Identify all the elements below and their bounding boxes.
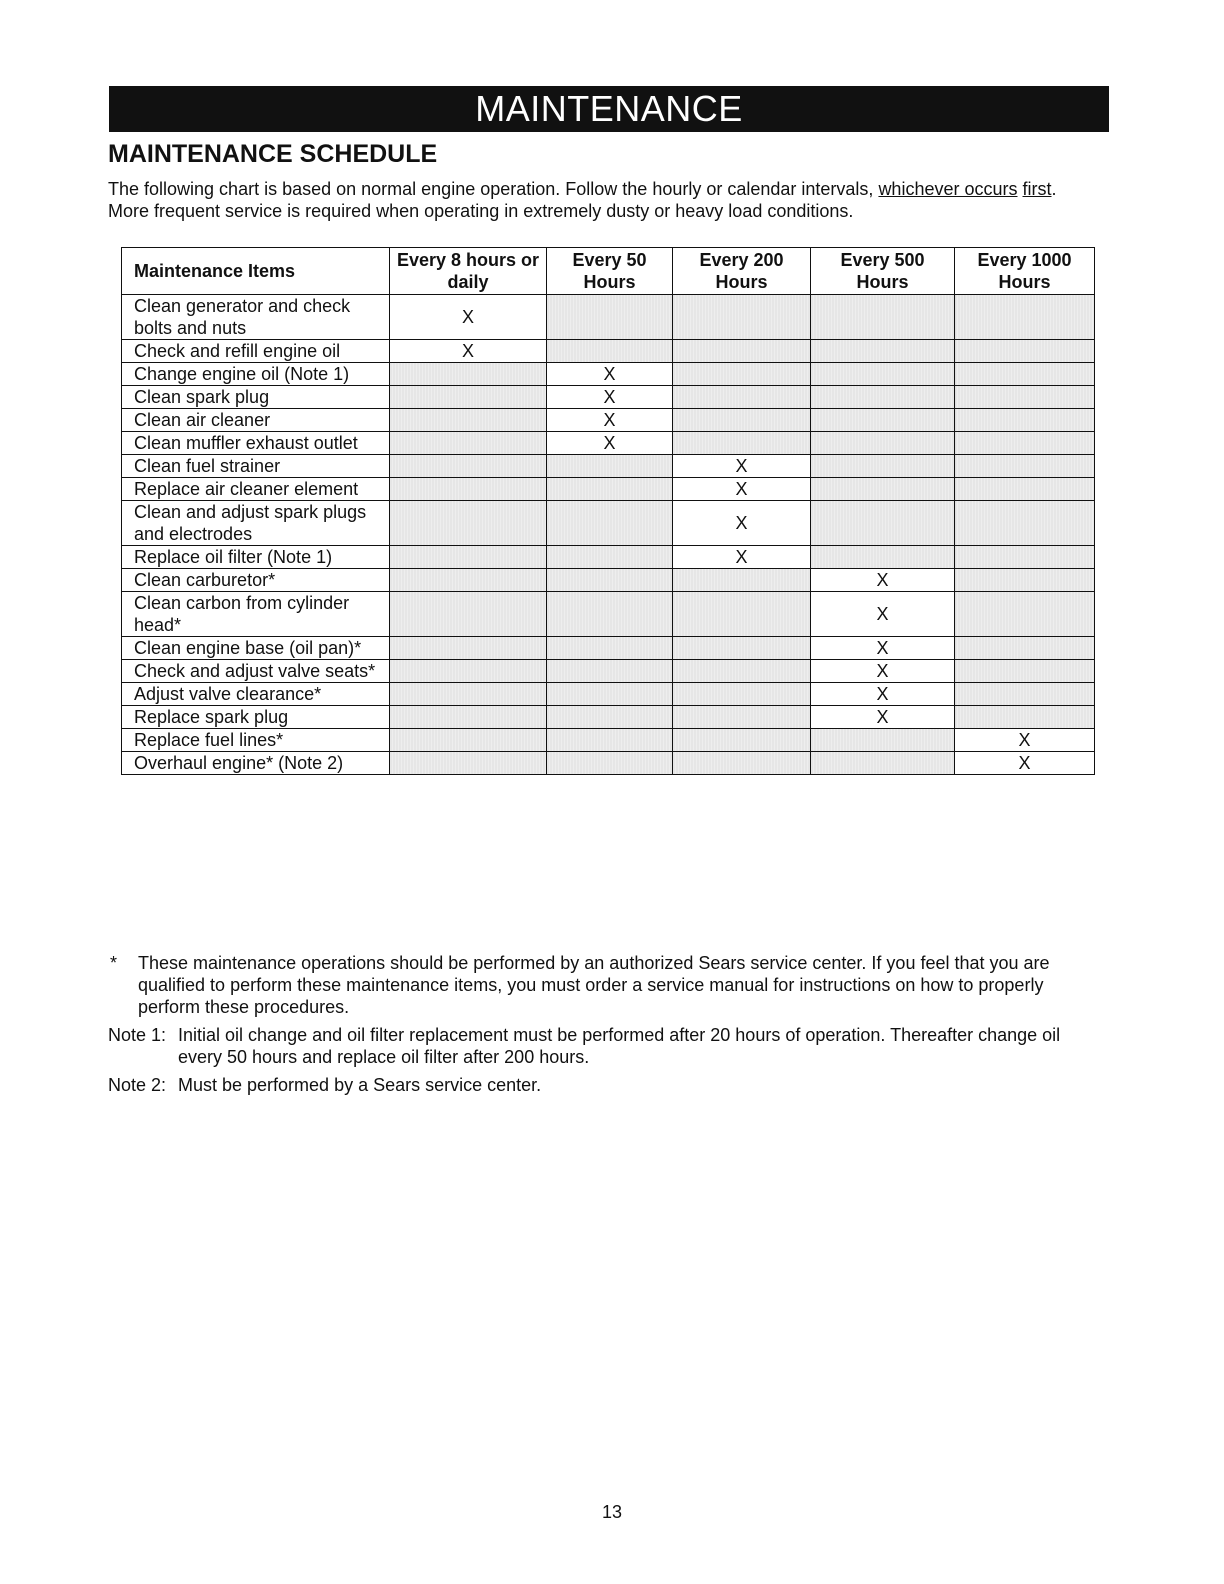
schedule-mark-cell: X xyxy=(673,455,811,478)
column-header: Every 1000 Hours xyxy=(955,248,1095,295)
maintenance-item-cell: Overhaul engine* (Note 2) xyxy=(122,752,390,775)
shaded-empty-cell xyxy=(673,569,811,592)
table-row xyxy=(122,660,1095,683)
column-header: Every 8 hours or daily xyxy=(390,248,547,295)
table-row xyxy=(122,455,1095,478)
table-row xyxy=(122,409,1095,432)
maintenance-item-cell: Check and adjust valve seats* xyxy=(122,660,390,683)
schedule-mark-cell: X xyxy=(811,592,955,637)
shaded-empty-cell xyxy=(673,409,811,432)
shaded-empty-cell xyxy=(547,340,673,363)
shaded-empty-cell xyxy=(390,546,547,569)
shaded-empty-cell xyxy=(673,729,811,752)
shaded-empty-cell xyxy=(547,478,673,501)
shaded-empty-cell xyxy=(390,592,547,637)
maintenance-item-cell: Change engine oil (Note 1) xyxy=(122,363,390,386)
shaded-empty-cell xyxy=(673,592,811,637)
table-row xyxy=(122,363,1095,386)
shaded-empty-cell xyxy=(955,546,1095,569)
column-header: Maintenance Items xyxy=(122,248,390,295)
shaded-empty-cell xyxy=(955,637,1095,660)
table-row xyxy=(122,706,1095,729)
table-row xyxy=(122,683,1095,706)
table-row xyxy=(122,295,1095,340)
shaded-empty-cell xyxy=(673,295,811,340)
shaded-empty-cell xyxy=(547,706,673,729)
page-title: MAINTENANCE SCHEDULE xyxy=(108,140,438,168)
maintenance-item-cell: Clean generator and check bolts and nuts xyxy=(122,295,390,340)
schedule-mark-cell: X xyxy=(955,729,1095,752)
shaded-empty-cell xyxy=(811,363,955,386)
maintenance-item-cell: Clean carbon from cylinder head* xyxy=(122,592,390,637)
schedule-mark-cell: X xyxy=(811,637,955,660)
shaded-empty-cell xyxy=(547,455,673,478)
table-row xyxy=(122,478,1095,501)
shaded-empty-cell xyxy=(547,637,673,660)
shaded-empty-cell xyxy=(955,706,1095,729)
shaded-empty-cell xyxy=(811,478,955,501)
maintenance-item-cell: Replace spark plug xyxy=(122,706,390,729)
shaded-empty-cell xyxy=(390,478,547,501)
maintenance-item-cell: Clean muffler exhaust outlet xyxy=(122,432,390,455)
shaded-empty-cell xyxy=(955,569,1095,592)
shaded-empty-cell xyxy=(811,295,955,340)
shaded-empty-cell xyxy=(547,295,673,340)
schedule-mark-cell: X xyxy=(811,706,955,729)
table-row xyxy=(122,501,1095,546)
shaded-empty-cell xyxy=(547,592,673,637)
note-1 xyxy=(108,1024,1098,1068)
column-header: Every 200 Hours xyxy=(673,248,811,295)
shaded-empty-cell xyxy=(955,592,1095,637)
shaded-empty-cell xyxy=(811,729,955,752)
maintenance-item-cell: Clean engine base (oil pan)* xyxy=(122,637,390,660)
schedule-mark-cell: X xyxy=(547,363,673,386)
column-header: Every 50 Hours xyxy=(547,248,673,295)
shaded-empty-cell xyxy=(955,340,1095,363)
shaded-empty-cell xyxy=(390,637,547,660)
shaded-empty-cell xyxy=(673,386,811,409)
shaded-empty-cell xyxy=(390,752,547,775)
shaded-empty-cell xyxy=(811,386,955,409)
maintenance-item-cell: Replace fuel lines* xyxy=(122,729,390,752)
schedule-mark-cell: X xyxy=(673,501,811,546)
note-2 xyxy=(108,1074,1098,1096)
schedule-mark-cell: X xyxy=(811,660,955,683)
shaded-empty-cell xyxy=(955,386,1095,409)
maintenance-item-cell: Replace air cleaner element xyxy=(122,478,390,501)
note-1-text: Initial oil change and oil filter replacement must be performed after 20 hours of operation. Thereafter change oil every 50 hours and replace oil filter after 200 hours. xyxy=(178,1025,1061,1067)
shaded-empty-cell xyxy=(390,729,547,752)
schedule-mark-cell: X xyxy=(673,478,811,501)
maintenance-item-cell: Clean carburetor* xyxy=(122,569,390,592)
shaded-empty-cell xyxy=(811,432,955,455)
shaded-empty-cell xyxy=(955,501,1095,546)
shaded-empty-cell xyxy=(673,752,811,775)
page-number: 13 xyxy=(601,1502,623,1522)
shaded-empty-cell xyxy=(547,660,673,683)
shaded-empty-cell xyxy=(811,340,955,363)
shaded-empty-cell xyxy=(390,455,547,478)
maintenance-item-cell: Replace oil filter (Note 1) xyxy=(122,546,390,569)
shaded-empty-cell xyxy=(390,409,547,432)
shaded-empty-cell xyxy=(390,569,547,592)
schedule-mark-cell: X xyxy=(673,546,811,569)
schedule-mark-cell: X xyxy=(547,409,673,432)
shaded-empty-cell xyxy=(673,637,811,660)
footnotes xyxy=(108,952,1098,1102)
shaded-empty-cell xyxy=(811,752,955,775)
maintenance-item-cell: Clean and adjust spark plugs and electrodes xyxy=(122,501,390,546)
shaded-empty-cell xyxy=(955,660,1095,683)
shaded-empty-cell xyxy=(547,546,673,569)
table-row xyxy=(122,729,1095,752)
shaded-empty-cell xyxy=(955,432,1095,455)
shaded-empty-cell xyxy=(390,386,547,409)
shaded-empty-cell xyxy=(390,501,547,546)
asterisk-note xyxy=(108,952,1098,1018)
asterisk-note-text: These maintenance operations should be performed by an authorized Sears service center. If you feel that you are qualified to perform these maintenance items, you must order a service manual for instructions on how to properly perform these procedures. xyxy=(138,953,1050,1017)
shaded-empty-cell xyxy=(547,569,673,592)
note-2-text: Must be performed by a Sears service center. xyxy=(178,1075,542,1095)
shaded-empty-cell xyxy=(390,683,547,706)
schedule-mark-cell: X xyxy=(547,386,673,409)
maintenance-schedule-table xyxy=(121,247,1095,775)
schedule-mark-cell: X xyxy=(811,569,955,592)
intro-text-after: . More frequent service is required when operating in extremely dusty or heavy load conditions. xyxy=(108,179,1057,221)
shaded-empty-cell xyxy=(673,340,811,363)
shaded-empty-cell xyxy=(547,729,673,752)
note-1-label: Note 1: xyxy=(108,1025,167,1045)
schedule-mark-cell: X xyxy=(547,432,673,455)
table-row xyxy=(122,546,1095,569)
shaded-empty-cell xyxy=(955,455,1095,478)
asterisk-symbol: * xyxy=(110,953,118,973)
column-header: Every 500 Hours xyxy=(811,248,955,295)
table-row xyxy=(122,432,1095,455)
table-row xyxy=(122,592,1095,637)
schedule-mark-cell: X xyxy=(811,683,955,706)
maintenance-item-cell: Check and refill engine oil xyxy=(122,340,390,363)
table-body xyxy=(122,295,1095,775)
shaded-empty-cell xyxy=(390,706,547,729)
table-row xyxy=(122,637,1095,660)
schedule-mark-cell: X xyxy=(390,295,547,340)
intro-text-before: The following chart is based on normal engine operation. Follow the hourly or calendar intervals, xyxy=(108,179,879,199)
intro-underlined-whichever: whichever occurs xyxy=(878,179,1018,199)
shaded-empty-cell xyxy=(673,683,811,706)
shaded-empty-cell xyxy=(955,363,1095,386)
shaded-empty-cell xyxy=(547,752,673,775)
shaded-empty-cell xyxy=(955,409,1095,432)
table-row xyxy=(122,569,1095,592)
shaded-empty-cell xyxy=(955,683,1095,706)
shaded-empty-cell xyxy=(390,363,547,386)
schedule-mark-cell: X xyxy=(390,340,547,363)
shaded-empty-cell xyxy=(673,706,811,729)
shaded-empty-cell xyxy=(547,501,673,546)
table-row xyxy=(122,386,1095,409)
maintenance-item-cell: Clean fuel strainer xyxy=(122,455,390,478)
note-2-label: Note 2: xyxy=(108,1075,167,1095)
table-row xyxy=(122,752,1095,775)
shaded-empty-cell xyxy=(673,432,811,455)
table-header-row xyxy=(122,248,1095,295)
shaded-empty-cell xyxy=(955,295,1095,340)
section-banner: MAINTENANCE xyxy=(109,86,1109,132)
maintenance-item-cell: Adjust valve clearance* xyxy=(122,683,390,706)
intro-paragraph xyxy=(108,178,1098,222)
schedule-mark-cell: X xyxy=(955,752,1095,775)
shaded-empty-cell xyxy=(811,546,955,569)
shaded-empty-cell xyxy=(811,455,955,478)
maintenance-item-cell: Clean spark plug xyxy=(122,386,390,409)
maintenance-item-cell: Clean air cleaner xyxy=(122,409,390,432)
shaded-empty-cell xyxy=(673,660,811,683)
shaded-empty-cell xyxy=(390,432,547,455)
shaded-empty-cell xyxy=(811,409,955,432)
shaded-empty-cell xyxy=(811,501,955,546)
shaded-empty-cell xyxy=(955,478,1095,501)
table-row xyxy=(122,340,1095,363)
intro-underlined-first: first xyxy=(1022,179,1052,199)
shaded-empty-cell xyxy=(390,660,547,683)
shaded-empty-cell xyxy=(673,363,811,386)
shaded-empty-cell xyxy=(547,683,673,706)
